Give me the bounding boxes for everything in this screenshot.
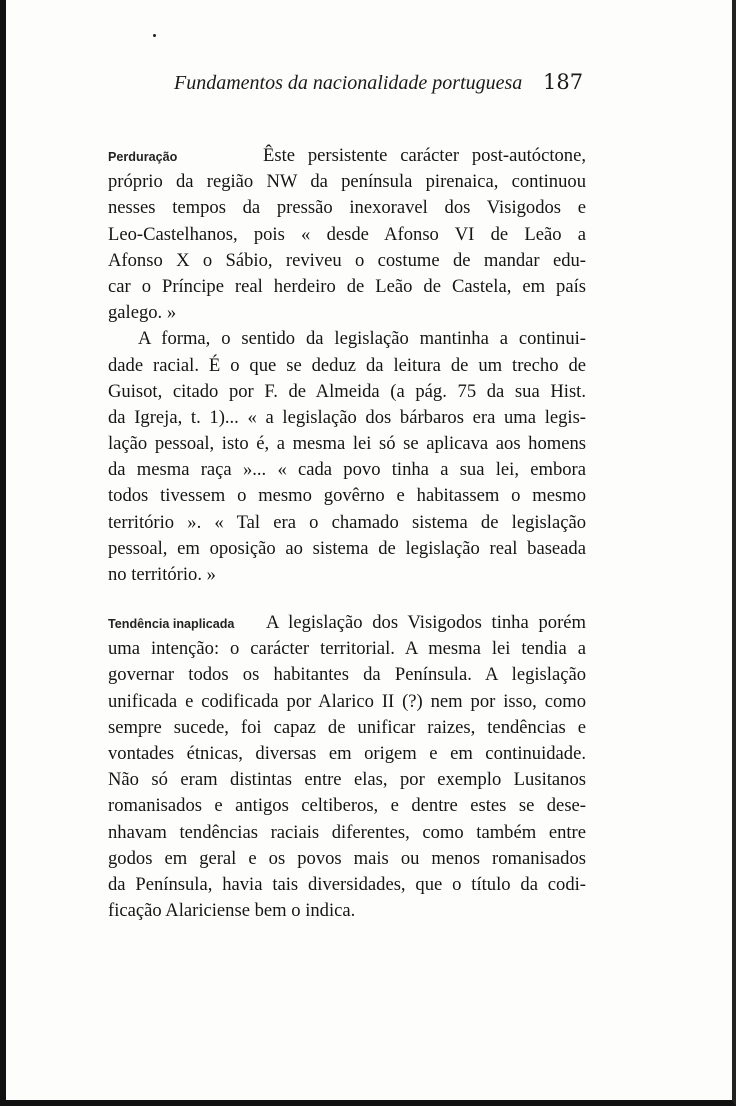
text-line: da mesma raça »... « cada povo tinha a sua lei, embora — [108, 459, 586, 481]
text-line: Afonso X o Sábio, reviveu o costume de mandar edu- — [108, 249, 586, 271]
text-line-start: A legislação dos Visigodos tinha porém — [266, 612, 586, 633]
ink-speck — [153, 34, 156, 37]
text-line: car o Príncipe real herdeiro de Leão de Castela, em país — [108, 275, 586, 297]
section-tendencia-inaplicada — [108, 610, 586, 924]
text-line: governar todos os habitantes da Península. A legislação — [108, 664, 586, 686]
text-line: no território. » — [108, 564, 216, 585]
text-line: da Igreja, t. 1)... « a legislação dos bárbaros era uma legis- — [108, 406, 586, 428]
text-line: uma intenção: o carácter territorial. A mesma lei tendia a — [108, 638, 586, 660]
margin-heading: Perduração — [108, 150, 178, 164]
page-number: 187 — [543, 70, 584, 94]
text-line: todos tivessem o mesmo govêrno e habitassem o mesmo — [108, 485, 586, 507]
text-line: próprio da região NW da península pirenaica, continuou — [108, 171, 586, 193]
text-line: unificada e codificada por Alarico II (?) nem por isso, como — [108, 690, 586, 712]
text-line: Leo-Castelhanos, pois « desde Afonso VI de Leão a — [108, 223, 586, 245]
text-line: território ». « Tal era o chamado sistema de legislação — [108, 511, 586, 533]
text-line: vontades étnicas, diversas em origem e em continuidade. — [108, 742, 586, 764]
text-line: lação pessoal, isto é, a mesma lei só se aplicava aos homens — [108, 433, 586, 455]
text-line: da Península, havia tais diversidades, que o título da codi- — [108, 873, 586, 895]
text-line: Não só eram distintas entre elas, por exemplo Lusitanos — [108, 769, 586, 791]
text-line-start: Êste persistente carácter post-autóctone, — [263, 145, 586, 166]
text-line: godos em geral e os povos mais ou menos romanisados — [108, 847, 586, 869]
text-line — [108, 610, 586, 636]
text-line: ficação Alariciense bem o indica. — [108, 900, 356, 922]
text-line: Guisot, citado por F. de Almeida (a pág. 75 da sua Hist. — [108, 380, 586, 402]
text-line — [108, 143, 586, 169]
margin-heading: Tendência inaplicada — [108, 617, 235, 631]
running-title: Fundamentos da nacionalidade portuguesa — [174, 72, 523, 94]
page-header — [6, 64, 736, 94]
text-line: galego. » — [108, 302, 177, 324]
section-perduracao — [108, 143, 586, 588]
text-line: nesses tempos da pressão inexoravel dos Visigodos e — [108, 197, 586, 219]
text-line: A forma, o sentido da legislação mantinha a continui- — [138, 328, 586, 350]
text-line: nhavam tendências raciais diferentes, como também entre — [108, 821, 586, 843]
text-line: romanisados e antigos celtiberos, e dentre estes se dese- — [108, 795, 586, 817]
text-line: sempre sucede, foi capaz de unificar raizes, tendências e — [108, 716, 586, 738]
text-line: pessoal, em oposição ao sistema de legislação real baseada — [108, 537, 586, 559]
text-line: dade racial. É o que se deduz da leitura de um trecho de — [108, 354, 586, 376]
